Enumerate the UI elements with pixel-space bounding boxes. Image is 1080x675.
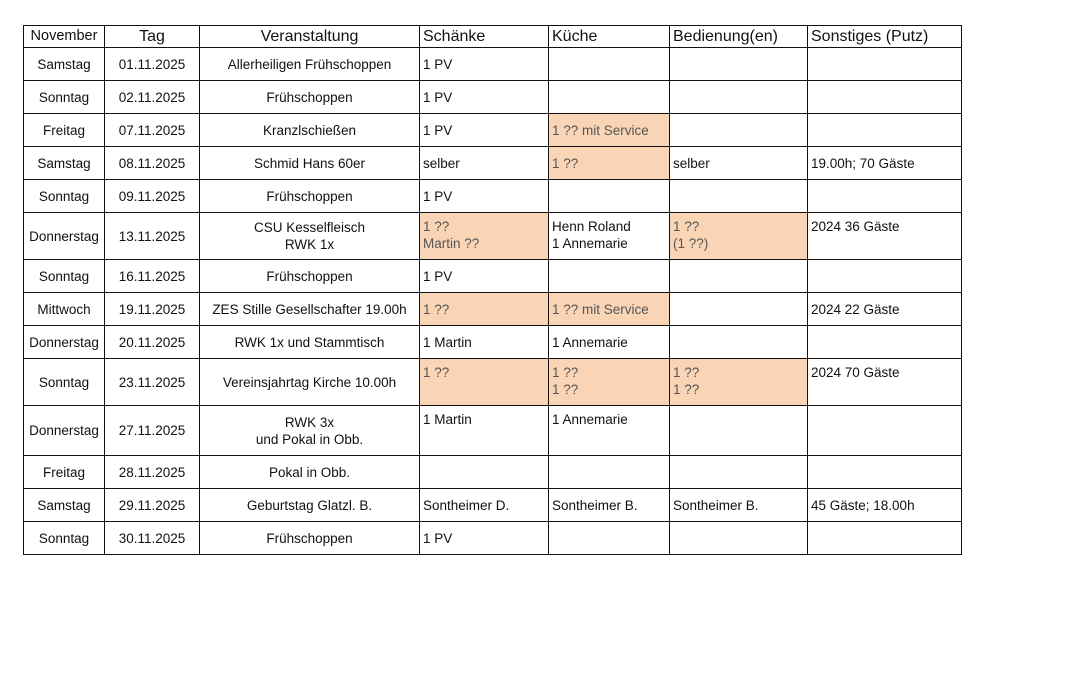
cell-weekday-text: Samstag xyxy=(37,497,91,513)
table-row xyxy=(24,147,962,180)
cell-date xyxy=(105,180,200,213)
cell-date-text: 20.11.2025 xyxy=(118,334,186,350)
cell-kitchen xyxy=(549,180,670,213)
cell-weekday xyxy=(24,213,105,260)
table-row xyxy=(24,114,962,147)
cell-kitchen xyxy=(549,48,670,81)
cell-misc xyxy=(808,180,962,213)
cell-date xyxy=(105,48,200,81)
cell-weekday-text: Mittwoch xyxy=(37,301,91,317)
cell-misc-text: 2024 22 Gäste xyxy=(811,301,900,317)
cell-misc xyxy=(808,114,962,147)
cell-misc xyxy=(808,522,962,555)
cell-event-text: Pokal in Obb. xyxy=(268,464,351,480)
cell-event xyxy=(200,260,420,293)
header-day: Tag xyxy=(105,26,200,48)
cell-weekday xyxy=(24,147,105,180)
cell-event-text: und Pokal in Obb. xyxy=(255,431,364,447)
cell-kitchen-text: 1 ?? xyxy=(552,155,579,171)
cell-misc xyxy=(808,406,962,456)
cell-date xyxy=(105,406,200,456)
cell-bar xyxy=(420,359,549,406)
cell-service-text: 1 ?? xyxy=(673,219,700,234)
cell-kitchen-text: Henn Roland xyxy=(552,219,631,234)
cell-misc-text: 2024 70 Gäste xyxy=(811,365,900,380)
cell-date-text: 28.11.2025 xyxy=(118,464,186,480)
table-row xyxy=(24,359,962,406)
cell-date-text: 07.11.2025 xyxy=(118,122,186,138)
cell-bar-text: 1 PV xyxy=(423,188,453,204)
cell-service-text: 1 ?? xyxy=(673,365,700,380)
cell-date-text: 29.11.2025 xyxy=(118,497,186,513)
cell-kitchen xyxy=(549,260,670,293)
cell-bar-text: 1 PV xyxy=(423,56,453,72)
cell-service xyxy=(670,406,808,456)
table-row xyxy=(24,260,962,293)
cell-service xyxy=(670,180,808,213)
cell-date-text: 13.11.2025 xyxy=(118,228,186,244)
cell-event xyxy=(200,213,420,260)
cell-weekday xyxy=(24,456,105,489)
cell-date xyxy=(105,147,200,180)
cell-bar xyxy=(420,260,549,293)
cell-kitchen-text: 1 ?? xyxy=(552,382,579,397)
cell-kitchen xyxy=(549,147,670,180)
cell-weekday xyxy=(24,326,105,359)
cell-bar-text: 1 PV xyxy=(423,89,453,105)
cell-misc-text: 19.00h; 70 Gäste xyxy=(811,155,915,171)
cell-weekday-text: Sonntag xyxy=(38,530,90,546)
cell-weekday xyxy=(24,260,105,293)
cell-event-text: ZES Stille Gesellschafter 19.00h xyxy=(212,301,407,317)
cell-kitchen xyxy=(549,114,670,147)
header-service: Bedienung(en) xyxy=(670,26,808,48)
cell-bar-text: Sontheimer D. xyxy=(423,497,510,513)
cell-event-text: RWK 3x xyxy=(284,414,335,430)
cell-weekday-text: Freitag xyxy=(42,464,86,480)
cell-bar xyxy=(420,406,549,456)
cell-kitchen-text: 1 Annemarie xyxy=(552,334,628,350)
cell-misc xyxy=(808,489,962,522)
table-row xyxy=(24,489,962,522)
cell-weekday xyxy=(24,489,105,522)
header-event: Veranstaltung xyxy=(200,26,420,48)
cell-date-text: 30.11.2025 xyxy=(118,530,186,546)
cell-misc xyxy=(808,260,962,293)
cell-service xyxy=(670,293,808,326)
cell-service-text: (1 ??) xyxy=(673,236,709,251)
header-kitchen: Küche xyxy=(549,26,670,48)
cell-weekday xyxy=(24,359,105,406)
cell-date xyxy=(105,456,200,489)
cell-service xyxy=(670,81,808,114)
cell-kitchen xyxy=(549,213,670,260)
cell-event xyxy=(200,326,420,359)
cell-event xyxy=(200,406,420,456)
cell-weekday xyxy=(24,522,105,555)
table-row xyxy=(24,522,962,555)
cell-misc-text: 2024 36 Gäste xyxy=(811,219,900,234)
cell-event xyxy=(200,293,420,326)
table-row xyxy=(24,213,962,260)
cell-bar xyxy=(420,522,549,555)
table-row xyxy=(24,81,962,114)
cell-misc xyxy=(808,48,962,81)
cell-weekday xyxy=(24,114,105,147)
cell-weekday-text: Samstag xyxy=(37,155,91,171)
cell-event-text: Schmid Hans 60er xyxy=(253,155,366,171)
cell-kitchen xyxy=(549,359,670,406)
cell-service xyxy=(670,326,808,359)
cell-service-text: 1 ?? xyxy=(673,382,700,397)
cell-kitchen xyxy=(549,489,670,522)
cell-date-text: 08.11.2025 xyxy=(118,155,186,171)
table-row xyxy=(24,326,962,359)
cell-kitchen-text: 1 Annemarie xyxy=(552,236,628,251)
cell-event xyxy=(200,180,420,213)
cell-weekday-text: Sonntag xyxy=(38,268,90,284)
cell-event-text: RWK 1x und Stammtisch xyxy=(234,334,385,350)
cell-bar xyxy=(420,147,549,180)
cell-bar-text: 1 ?? xyxy=(423,301,450,317)
cell-bar xyxy=(420,114,549,147)
cell-date-text: 23.11.2025 xyxy=(118,374,186,390)
cell-date xyxy=(105,293,200,326)
cell-event xyxy=(200,522,420,555)
cell-service xyxy=(670,48,808,81)
cell-date xyxy=(105,114,200,147)
cell-misc xyxy=(808,147,962,180)
cell-kitchen-text: 1 ?? mit Service xyxy=(552,301,649,317)
cell-weekday-text: Donnerstag xyxy=(29,423,99,438)
table-row xyxy=(24,293,962,326)
cell-weekday-text: Sonntag xyxy=(38,374,90,390)
cell-date-text: 01.11.2025 xyxy=(118,56,186,72)
table-header-row xyxy=(24,26,962,48)
cell-bar-text: 1 PV xyxy=(423,122,453,138)
cell-misc xyxy=(808,359,962,406)
table-row xyxy=(24,406,962,456)
header-misc: Sonstiges (Putz) xyxy=(808,26,962,48)
cell-kitchen xyxy=(549,522,670,555)
cell-bar xyxy=(420,293,549,326)
cell-date-text: 09.11.2025 xyxy=(118,188,186,204)
cell-event-text: Frühschoppen xyxy=(266,89,353,105)
cell-kitchen-text: 1 ?? xyxy=(552,365,579,380)
cell-weekday-text: Donnerstag xyxy=(29,334,99,350)
cell-service xyxy=(670,147,808,180)
cell-bar xyxy=(420,326,549,359)
header-bar: Schänke xyxy=(420,26,549,48)
cell-weekday-text: Donnerstag xyxy=(29,228,99,244)
cell-kitchen xyxy=(549,293,670,326)
header-month: November xyxy=(24,26,105,48)
cell-kitchen xyxy=(549,326,670,359)
cell-weekday xyxy=(24,81,105,114)
cell-event-text: Kranzlschießen xyxy=(262,122,357,138)
cell-date xyxy=(105,260,200,293)
cell-kitchen-text: 1 Annemarie xyxy=(552,412,628,427)
cell-event xyxy=(200,359,420,406)
cell-bar-text: Martin ?? xyxy=(423,236,480,251)
cell-misc xyxy=(808,213,962,260)
cell-bar-text: selber xyxy=(423,155,460,171)
cell-event xyxy=(200,81,420,114)
cell-date-text: 02.11.2025 xyxy=(118,89,186,105)
cell-weekday-text: Samstag xyxy=(37,56,91,72)
cell-bar xyxy=(420,48,549,81)
cell-event-text: Vereinsjahrtag Kirche 10.00h xyxy=(222,374,397,390)
cell-kitchen xyxy=(549,81,670,114)
cell-event xyxy=(200,456,420,489)
cell-weekday-text: Sonntag xyxy=(38,188,90,204)
cell-kitchen-text: Sontheimer B. xyxy=(552,497,638,513)
cell-date xyxy=(105,522,200,555)
cell-event-text: RWK 1x xyxy=(284,237,335,252)
cell-bar-text: 1 ?? xyxy=(423,365,450,380)
cell-misc xyxy=(808,326,962,359)
cell-service xyxy=(670,213,808,260)
cell-date xyxy=(105,213,200,260)
cell-kitchen-text: 1 ?? mit Service xyxy=(552,122,649,138)
table-row xyxy=(24,180,962,213)
cell-event-text: Frühschoppen xyxy=(266,188,353,204)
cell-service-text: Sontheimer B. xyxy=(673,497,759,513)
cell-service-text: selber xyxy=(673,155,710,171)
cell-service xyxy=(670,522,808,555)
document-title-clipped xyxy=(510,0,570,2)
cell-event xyxy=(200,114,420,147)
cell-kitchen xyxy=(549,406,670,456)
table-row xyxy=(24,48,962,81)
table-row xyxy=(24,456,962,489)
cell-date-text: 16.11.2025 xyxy=(118,268,186,284)
cell-weekday-text: Freitag xyxy=(42,122,86,138)
cell-weekday xyxy=(24,48,105,81)
cell-bar xyxy=(420,213,549,260)
cell-bar xyxy=(420,456,549,489)
cell-service xyxy=(670,489,808,522)
cell-event xyxy=(200,147,420,180)
cell-bar-text: 1 ?? xyxy=(423,219,450,234)
cell-misc xyxy=(808,81,962,114)
cell-bar-text: 1 Martin xyxy=(423,334,472,350)
cell-event-text: Frühschoppen xyxy=(266,268,353,284)
cell-event-text: CSU Kesselfleisch xyxy=(253,220,366,235)
cell-service xyxy=(670,456,808,489)
cell-misc-text: 45 Gäste; 18.00h xyxy=(811,497,915,513)
cell-weekday xyxy=(24,180,105,213)
cell-event-text: Frühschoppen xyxy=(266,530,353,546)
cell-service xyxy=(670,359,808,406)
cell-misc xyxy=(808,456,962,489)
cell-date xyxy=(105,359,200,406)
cell-weekday xyxy=(24,406,105,456)
cell-misc xyxy=(808,293,962,326)
cell-bar-text: 1 PV xyxy=(423,530,453,546)
cell-kitchen xyxy=(549,456,670,489)
cell-weekday-text: Sonntag xyxy=(38,89,90,105)
cell-event xyxy=(200,489,420,522)
cell-service xyxy=(670,114,808,147)
cell-date-text: 19.11.2025 xyxy=(118,301,186,317)
cell-weekday xyxy=(24,293,105,326)
cell-bar xyxy=(420,180,549,213)
cell-event-text: Allerheiligen Frühschoppen xyxy=(227,56,392,72)
cell-date xyxy=(105,81,200,114)
cell-bar xyxy=(420,489,549,522)
cell-bar xyxy=(420,81,549,114)
cell-bar-text: 1 PV xyxy=(423,268,453,284)
cell-date xyxy=(105,326,200,359)
cell-bar-text: 1 Martin xyxy=(423,412,472,427)
cell-event-text: Geburtstag Glatzl. B. xyxy=(246,497,373,513)
cell-date xyxy=(105,489,200,522)
event-schedule-table xyxy=(23,25,962,555)
cell-date-text: 27.11.2025 xyxy=(118,423,186,438)
cell-service xyxy=(670,260,808,293)
cell-event xyxy=(200,48,420,81)
